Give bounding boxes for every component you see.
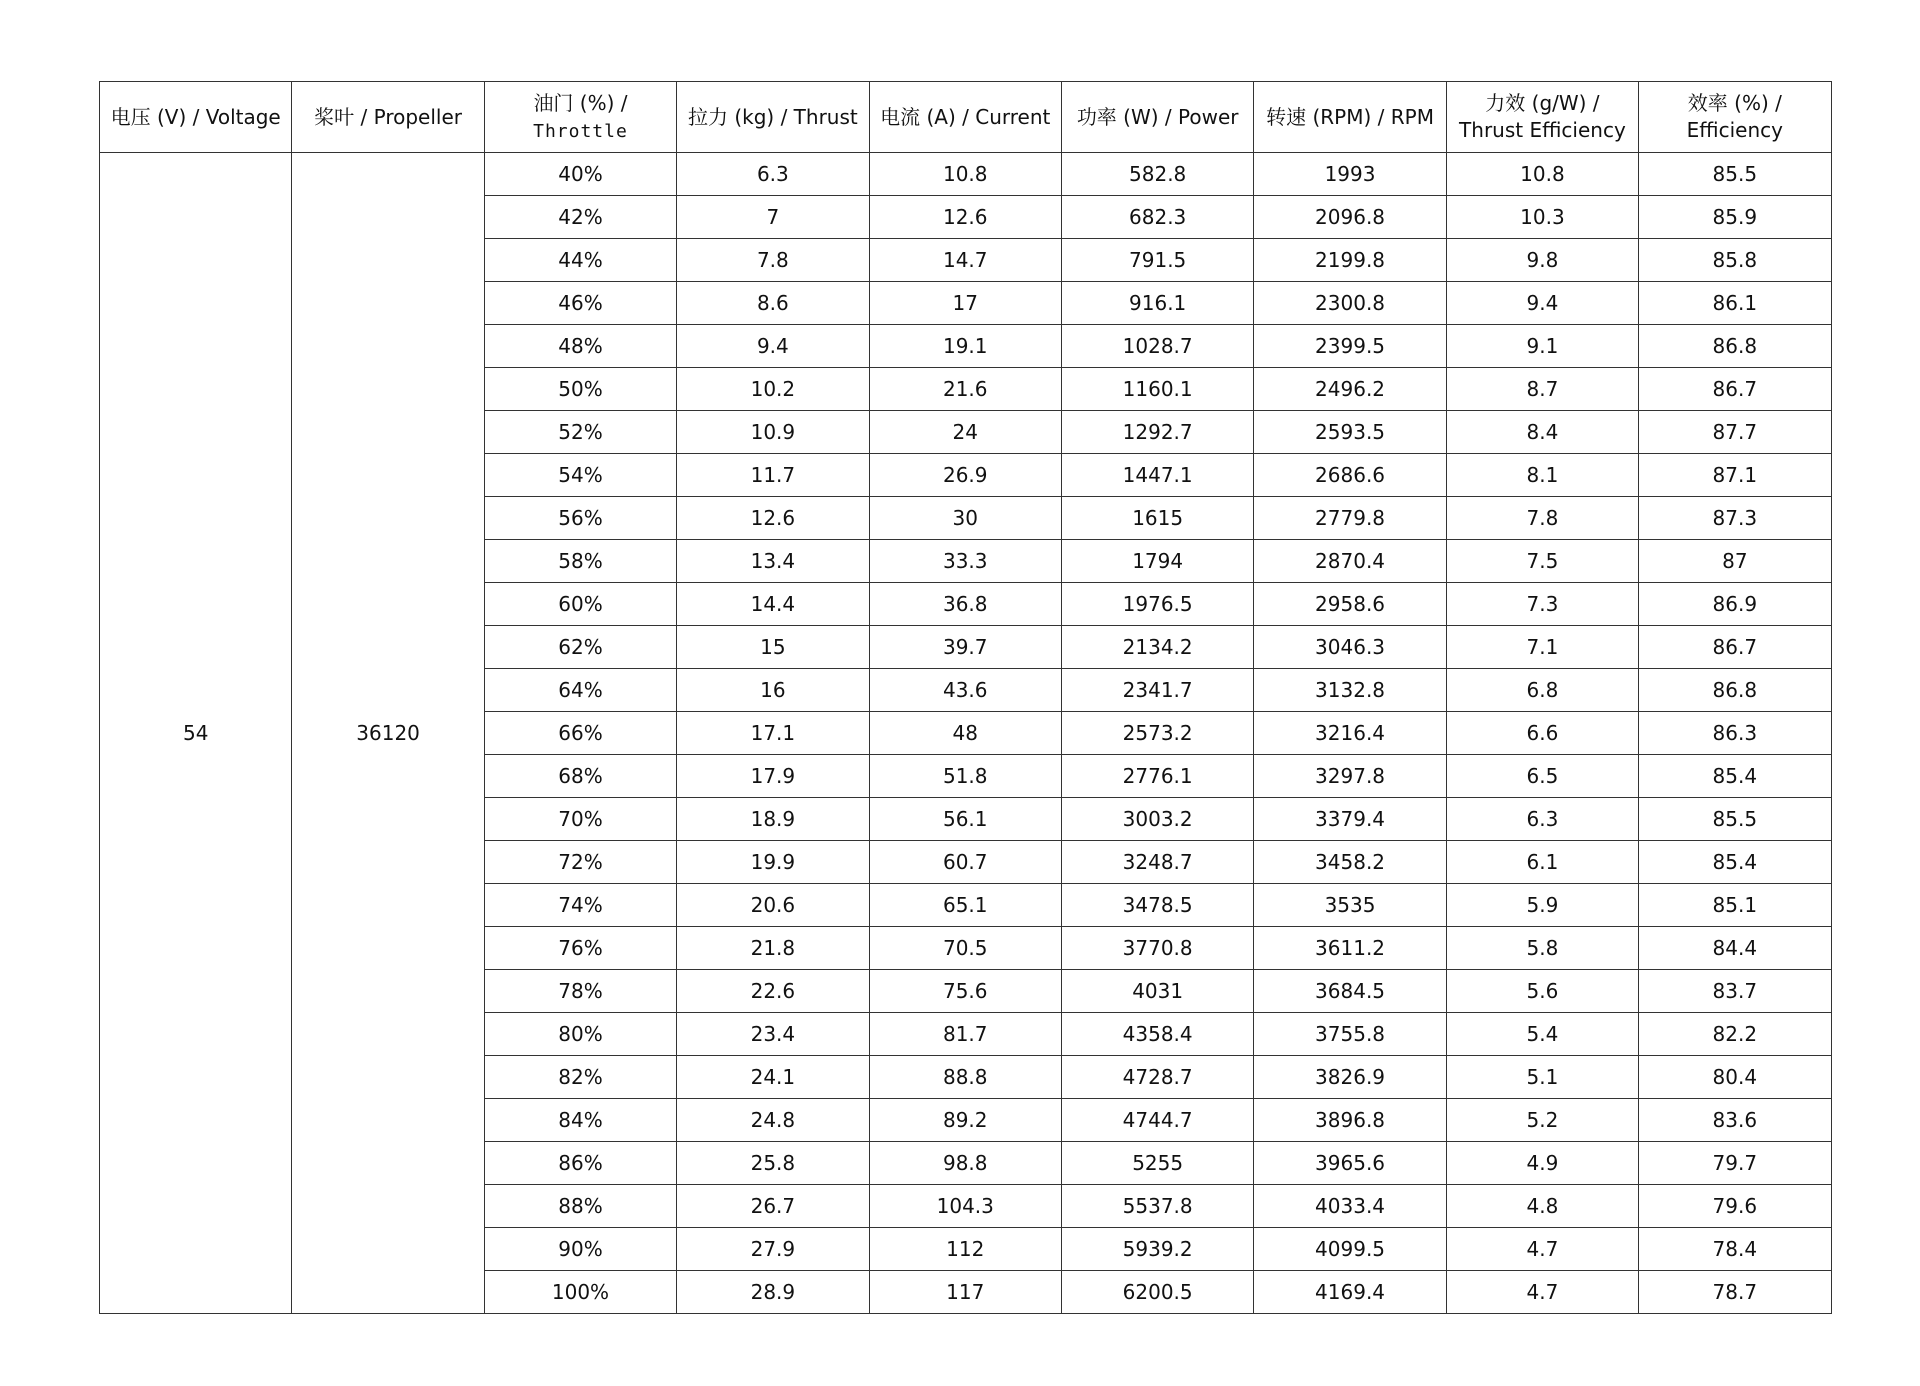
efficiency-cell: 83.7 <box>1639 970 1831 1013</box>
current-cell: 117 <box>869 1271 1061 1314</box>
efficiency-cell: 86.8 <box>1639 669 1831 712</box>
efficiency-cell: 86.3 <box>1639 712 1831 755</box>
current-cell: 36.8 <box>869 583 1061 626</box>
efficiency-cell: 78.7 <box>1639 1271 1831 1314</box>
current-cell: 26.9 <box>869 454 1061 497</box>
thrust-eff-cell: 4.9 <box>1446 1142 1638 1185</box>
thrust-cell: 8.6 <box>677 282 869 325</box>
throttle-cell: 84% <box>484 1099 676 1142</box>
efficiency-cell: 78.4 <box>1639 1228 1831 1271</box>
thrust-cell: 20.6 <box>677 884 869 927</box>
thrust-eff-cell: 9.4 <box>1446 282 1638 325</box>
rpm-cell: 2096.8 <box>1254 196 1446 239</box>
current-cell: 21.6 <box>869 368 1061 411</box>
thrust-cell: 13.4 <box>677 540 869 583</box>
throttle-cell: 42% <box>484 196 676 239</box>
throttle-cell: 74% <box>484 884 676 927</box>
thrust-cell: 23.4 <box>677 1013 869 1056</box>
efficiency-cell: 87.7 <box>1639 411 1831 454</box>
thrust-eff-cell: 9.8 <box>1446 239 1638 282</box>
throttle-cell: 44% <box>484 239 676 282</box>
throttle-cell: 50% <box>484 368 676 411</box>
header-thrust-efficiency-label-line2: Thrust Efficiency <box>1459 118 1626 142</box>
thrust-eff-cell: 4.7 <box>1446 1271 1638 1314</box>
power-cell: 2134.2 <box>1061 626 1253 669</box>
efficiency-cell: 87 <box>1639 540 1831 583</box>
throttle-cell: 68% <box>484 755 676 798</box>
rpm-cell: 3965.6 <box>1254 1142 1446 1185</box>
header-throttle-label-line1: 油门 (%) / <box>533 90 628 115</box>
rpm-cell: 3216.4 <box>1254 712 1446 755</box>
throttle-cell: 78% <box>484 970 676 1013</box>
rpm-cell: 3458.2 <box>1254 841 1446 884</box>
rpm-cell: 3046.3 <box>1254 626 1446 669</box>
thrust-eff-cell: 5.1 <box>1446 1056 1638 1099</box>
current-cell: 104.3 <box>869 1185 1061 1228</box>
header-power-label: 功率 (W) / Power <box>1076 105 1239 129</box>
header-row <box>100 82 1832 153</box>
rpm-cell: 2199.8 <box>1254 239 1446 282</box>
current-cell: 39.7 <box>869 626 1061 669</box>
current-cell: 81.7 <box>869 1013 1061 1056</box>
thrust-cell: 11.7 <box>677 454 869 497</box>
efficiency-cell: 85.8 <box>1639 239 1831 282</box>
performance-table-page <box>99 81 1831 1314</box>
thrust-cell: 16 <box>677 669 869 712</box>
thrust-cell: 6.3 <box>677 153 869 196</box>
rpm-cell: 2300.8 <box>1254 282 1446 325</box>
header-throttle <box>484 82 676 153</box>
header-current <box>869 82 1061 153</box>
rpm-cell: 4033.4 <box>1254 1185 1446 1228</box>
rpm-cell: 3535 <box>1254 884 1446 927</box>
rpm-cell: 2779.8 <box>1254 497 1446 540</box>
header-current-label: 电流 (A) / Current <box>880 105 1051 129</box>
thrust-cell: 14.4 <box>677 583 869 626</box>
rpm-cell: 3755.8 <box>1254 1013 1446 1056</box>
header-throttle-label-line2: Throttle <box>533 120 628 142</box>
thrust-cell: 7 <box>677 196 869 239</box>
current-cell: 48 <box>869 712 1061 755</box>
current-cell: 88.8 <box>869 1056 1061 1099</box>
efficiency-cell: 86.7 <box>1639 368 1831 411</box>
thrust-cell: 17.9 <box>677 755 869 798</box>
current-cell: 65.1 <box>869 884 1061 927</box>
thrust-eff-cell: 9.1 <box>1446 325 1638 368</box>
thrust-eff-cell: 10.8 <box>1446 153 1638 196</box>
rpm-cell: 2870.4 <box>1254 540 1446 583</box>
thrust-cell: 19.9 <box>677 841 869 884</box>
power-cell: 791.5 <box>1061 239 1253 282</box>
thrust-cell: 27.9 <box>677 1228 869 1271</box>
thrust-cell: 12.6 <box>677 497 869 540</box>
power-cell: 3003.2 <box>1061 798 1253 841</box>
power-cell: 1292.7 <box>1061 411 1253 454</box>
current-cell: 43.6 <box>869 669 1061 712</box>
throttle-cell: 76% <box>484 927 676 970</box>
header-thrust <box>677 82 869 153</box>
current-cell: 70.5 <box>869 927 1061 970</box>
power-cell: 2341.7 <box>1061 669 1253 712</box>
motor-performance-table <box>99 81 1832 1314</box>
efficiency-cell: 83.6 <box>1639 1099 1831 1142</box>
efficiency-cell: 85.4 <box>1639 755 1831 798</box>
throttle-cell: 54% <box>484 454 676 497</box>
thrust-eff-cell: 5.9 <box>1446 884 1638 927</box>
throttle-cell: 60% <box>484 583 676 626</box>
efficiency-cell: 84.4 <box>1639 927 1831 970</box>
rpm-cell: 3684.5 <box>1254 970 1446 1013</box>
thrust-cell: 17.1 <box>677 712 869 755</box>
current-cell: 51.8 <box>869 755 1061 798</box>
throttle-cell: 64% <box>484 669 676 712</box>
efficiency-cell: 79.6 <box>1639 1185 1831 1228</box>
voltage-cell: 54 <box>100 153 292 1314</box>
thrust-eff-cell: 5.4 <box>1446 1013 1638 1056</box>
power-cell: 1794 <box>1061 540 1253 583</box>
power-cell: 5939.2 <box>1061 1228 1253 1271</box>
efficiency-cell: 86.8 <box>1639 325 1831 368</box>
current-cell: 24 <box>869 411 1061 454</box>
power-cell: 4031 <box>1061 970 1253 1013</box>
current-cell: 19.1 <box>869 325 1061 368</box>
power-cell: 4358.4 <box>1061 1013 1253 1056</box>
throttle-cell: 86% <box>484 1142 676 1185</box>
throttle-cell: 72% <box>484 841 676 884</box>
thrust-eff-cell: 8.4 <box>1446 411 1638 454</box>
header-thrust-efficiency <box>1446 82 1638 153</box>
thrust-cell: 9.4 <box>677 325 869 368</box>
thrust-eff-cell: 10.3 <box>1446 196 1638 239</box>
power-cell: 3770.8 <box>1061 927 1253 970</box>
thrust-eff-cell: 7.5 <box>1446 540 1638 583</box>
throttle-cell: 80% <box>484 1013 676 1056</box>
efficiency-cell: 85.4 <box>1639 841 1831 884</box>
power-cell: 582.8 <box>1061 153 1253 196</box>
table-body <box>100 153 1832 1314</box>
thrust-eff-cell: 7.1 <box>1446 626 1638 669</box>
thrust-cell: 21.8 <box>677 927 869 970</box>
throttle-cell: 46% <box>484 282 676 325</box>
rpm-cell: 2496.2 <box>1254 368 1446 411</box>
efficiency-cell: 85.1 <box>1639 884 1831 927</box>
throttle-cell: 58% <box>484 540 676 583</box>
throttle-cell: 52% <box>484 411 676 454</box>
header-propeller-label: 桨叶 / Propeller <box>314 105 462 129</box>
rpm-cell: 1993 <box>1254 153 1446 196</box>
rpm-cell: 2686.6 <box>1254 454 1446 497</box>
thrust-cell: 10.9 <box>677 411 869 454</box>
header-efficiency-label-line2: Efficiency <box>1686 118 1783 142</box>
header-thrust-efficiency-label-line1: 力效 (g/W) / <box>1485 91 1600 115</box>
power-cell: 1615 <box>1061 497 1253 540</box>
thrust-cell: 26.7 <box>677 1185 869 1228</box>
rpm-cell: 4099.5 <box>1254 1228 1446 1271</box>
power-cell: 5255 <box>1061 1142 1253 1185</box>
thrust-eff-cell: 6.1 <box>1446 841 1638 884</box>
thrust-cell: 24.1 <box>677 1056 869 1099</box>
table-row <box>100 153 1832 196</box>
power-cell: 5537.8 <box>1061 1185 1253 1228</box>
thrust-eff-cell: 6.3 <box>1446 798 1638 841</box>
thrust-cell: 24.8 <box>677 1099 869 1142</box>
thrust-cell: 15 <box>677 626 869 669</box>
efficiency-cell: 79.7 <box>1639 1142 1831 1185</box>
throttle-cell: 40% <box>484 153 676 196</box>
throttle-cell: 100% <box>484 1271 676 1314</box>
current-cell: 14.7 <box>869 239 1061 282</box>
efficiency-cell: 85.5 <box>1639 153 1831 196</box>
power-cell: 1028.7 <box>1061 325 1253 368</box>
throttle-cell: 48% <box>484 325 676 368</box>
propeller-cell: 36120 <box>292 153 484 1314</box>
thrust-eff-cell: 4.7 <box>1446 1228 1638 1271</box>
throttle-cell: 66% <box>484 712 676 755</box>
efficiency-cell: 87.3 <box>1639 497 1831 540</box>
rpm-cell: 3896.8 <box>1254 1099 1446 1142</box>
thrust-eff-cell: 8.7 <box>1446 368 1638 411</box>
rpm-cell: 3611.2 <box>1254 927 1446 970</box>
efficiency-cell: 82.2 <box>1639 1013 1831 1056</box>
throttle-cell: 82% <box>484 1056 676 1099</box>
efficiency-cell: 86.7 <box>1639 626 1831 669</box>
thrust-eff-cell: 7.8 <box>1446 497 1638 540</box>
rpm-cell: 3379.4 <box>1254 798 1446 841</box>
rpm-cell: 3297.8 <box>1254 755 1446 798</box>
current-cell: 89.2 <box>869 1099 1061 1142</box>
header-rpm <box>1254 82 1446 153</box>
power-cell: 4728.7 <box>1061 1056 1253 1099</box>
thrust-cell: 10.2 <box>677 368 869 411</box>
thrust-eff-cell: 6.6 <box>1446 712 1638 755</box>
thrust-eff-cell: 8.1 <box>1446 454 1638 497</box>
throttle-cell: 88% <box>484 1185 676 1228</box>
power-cell: 1160.1 <box>1061 368 1253 411</box>
thrust-cell: 25.8 <box>677 1142 869 1185</box>
current-cell: 98.8 <box>869 1142 1061 1185</box>
header-rpm-label: 转速 (RPM) / RPM <box>1266 105 1434 129</box>
current-cell: 60.7 <box>869 841 1061 884</box>
efficiency-cell: 86.1 <box>1639 282 1831 325</box>
table-header <box>100 82 1832 153</box>
current-cell: 56.1 <box>869 798 1061 841</box>
power-cell: 4744.7 <box>1061 1099 1253 1142</box>
thrust-cell: 22.6 <box>677 970 869 1013</box>
current-cell: 10.8 <box>869 153 1061 196</box>
efficiency-cell: 85.9 <box>1639 196 1831 239</box>
power-cell: 1447.1 <box>1061 454 1253 497</box>
rpm-cell: 3826.9 <box>1254 1056 1446 1099</box>
current-cell: 112 <box>869 1228 1061 1271</box>
thrust-eff-cell: 5.6 <box>1446 970 1638 1013</box>
power-cell: 916.1 <box>1061 282 1253 325</box>
current-cell: 33.3 <box>869 540 1061 583</box>
throttle-cell: 90% <box>484 1228 676 1271</box>
efficiency-cell: 85.5 <box>1639 798 1831 841</box>
thrust-eff-cell: 5.8 <box>1446 927 1638 970</box>
power-cell: 2776.1 <box>1061 755 1253 798</box>
header-thrust-label: 拉力 (kg) / Thrust <box>687 105 858 129</box>
throttle-cell: 70% <box>484 798 676 841</box>
rpm-cell: 3132.8 <box>1254 669 1446 712</box>
thrust-eff-cell: 6.8 <box>1446 669 1638 712</box>
rpm-cell: 2593.5 <box>1254 411 1446 454</box>
header-efficiency <box>1639 82 1831 153</box>
current-cell: 75.6 <box>869 970 1061 1013</box>
header-power <box>1061 82 1253 153</box>
header-voltage-label: 电压 (V) / Voltage <box>110 105 281 129</box>
efficiency-cell: 87.1 <box>1639 454 1831 497</box>
thrust-eff-cell: 4.8 <box>1446 1185 1638 1228</box>
power-cell: 682.3 <box>1061 196 1253 239</box>
header-efficiency-label-line1: 效率 (%) / <box>1687 91 1782 115</box>
rpm-cell: 4169.4 <box>1254 1271 1446 1314</box>
power-cell: 1976.5 <box>1061 583 1253 626</box>
efficiency-cell: 86.9 <box>1639 583 1831 626</box>
current-cell: 17 <box>869 282 1061 325</box>
thrust-eff-cell: 7.3 <box>1446 583 1638 626</box>
header-propeller <box>292 82 484 153</box>
header-voltage <box>100 82 292 153</box>
throttle-cell: 56% <box>484 497 676 540</box>
power-cell: 6200.5 <box>1061 1271 1253 1314</box>
power-cell: 2573.2 <box>1061 712 1253 755</box>
efficiency-cell: 80.4 <box>1639 1056 1831 1099</box>
power-cell: 3248.7 <box>1061 841 1253 884</box>
thrust-cell: 7.8 <box>677 239 869 282</box>
rpm-cell: 2399.5 <box>1254 325 1446 368</box>
thrust-cell: 28.9 <box>677 1271 869 1314</box>
power-cell: 3478.5 <box>1061 884 1253 927</box>
throttle-cell: 62% <box>484 626 676 669</box>
current-cell: 30 <box>869 497 1061 540</box>
thrust-eff-cell: 5.2 <box>1446 1099 1638 1142</box>
current-cell: 12.6 <box>869 196 1061 239</box>
thrust-cell: 18.9 <box>677 798 869 841</box>
rpm-cell: 2958.6 <box>1254 583 1446 626</box>
thrust-eff-cell: 6.5 <box>1446 755 1638 798</box>
